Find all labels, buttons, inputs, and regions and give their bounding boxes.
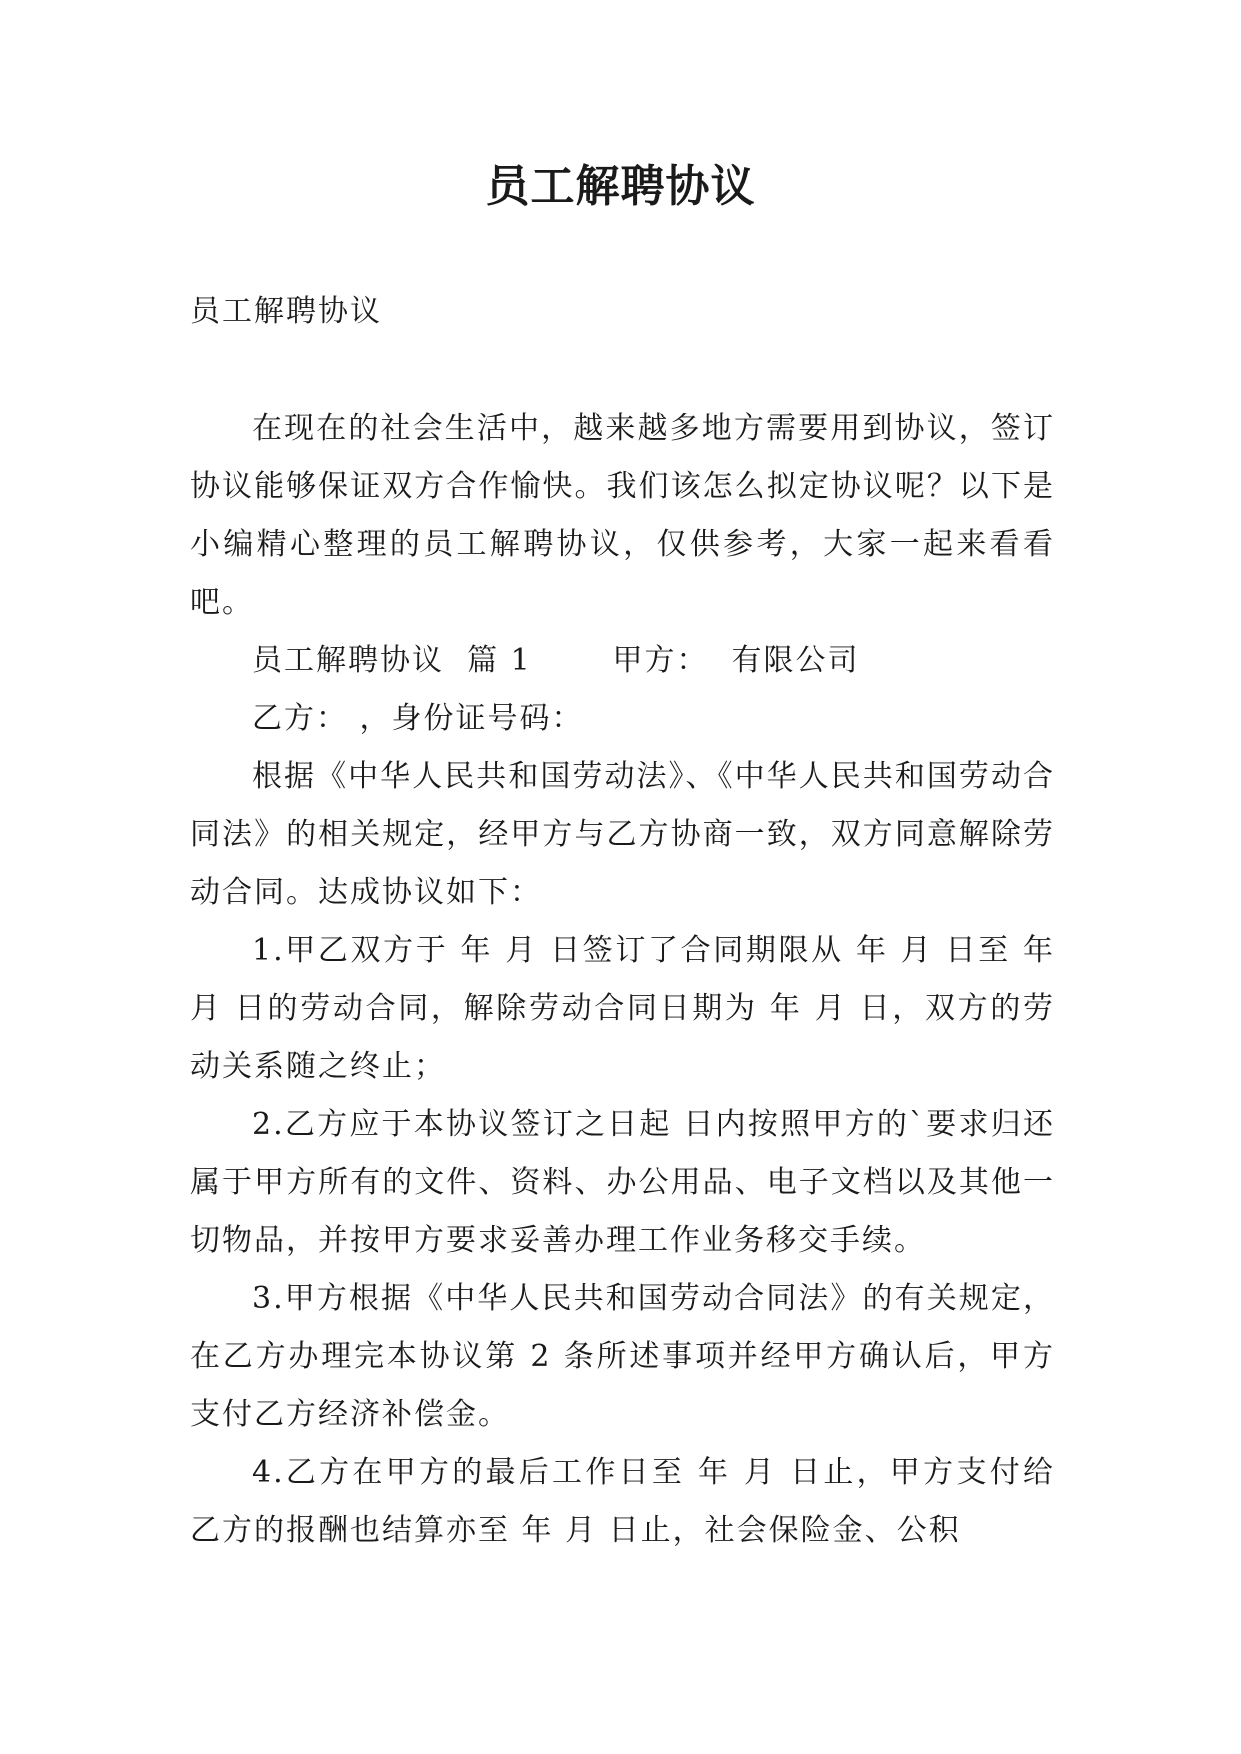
section-heading-line — [190, 632, 1055, 690]
document-title: 员工解聘协议 — [485, 161, 756, 212]
section-heading: 员工解聘协议 篇 1 — [252, 643, 532, 678]
intro-paragraph: 在现在的社会生活中，越来越多地方需要用到协议，签订协议能够保证双方合作愉快。我们该怎么拟定协议呢？以下是小编精心整理的员工解聘协议，仅供参考，大家一起来看看吧。 — [190, 411, 1055, 620]
party-b: 乙方： ，身份证号码： — [252, 701, 584, 736]
party-a: 甲方： 有限公司 — [612, 643, 860, 678]
clause-2: 2.乙方应于本协议签订之日起 日内按照甲方的`要求归还属于甲方所有的文件、资料、办公用品、电子文档以及其他一切物品，并按甲方要求妥善办理工作业务移交手续。 — [190, 1107, 1055, 1258]
clause-4: 4.乙方在甲方的最后工作日至 年 月 日止，甲方支付给乙方的报酬也结算亦至 年 月 日止，社会保险金、公积 — [190, 1455, 1055, 1548]
clause-1: 1.甲乙双方于 年 月 日签订了合同期限从 年 月 日至 年 月 日的劳动合同，解除劳动合同日期为 年 月 日，双方的劳动关系随之终止； — [190, 933, 1055, 1084]
preamble-paragraph: 根据《中华人民共和国劳动法》、《中华人民共和国劳动合同法》的相关规定，经甲方与乙方协商一致，双方同意解除劳动合同。达成协议如下： — [190, 759, 1055, 910]
document-body — [190, 400, 1055, 1560]
document-subtitle: 员工解聘协议 — [190, 294, 382, 329]
clause-3: 3.甲方根据《中华人民共和国劳动合同法》的有关规定，在乙方办理完本协议第 2 条所述事项并经甲方确认后，甲方支付乙方经济补偿金。 — [190, 1281, 1055, 1432]
